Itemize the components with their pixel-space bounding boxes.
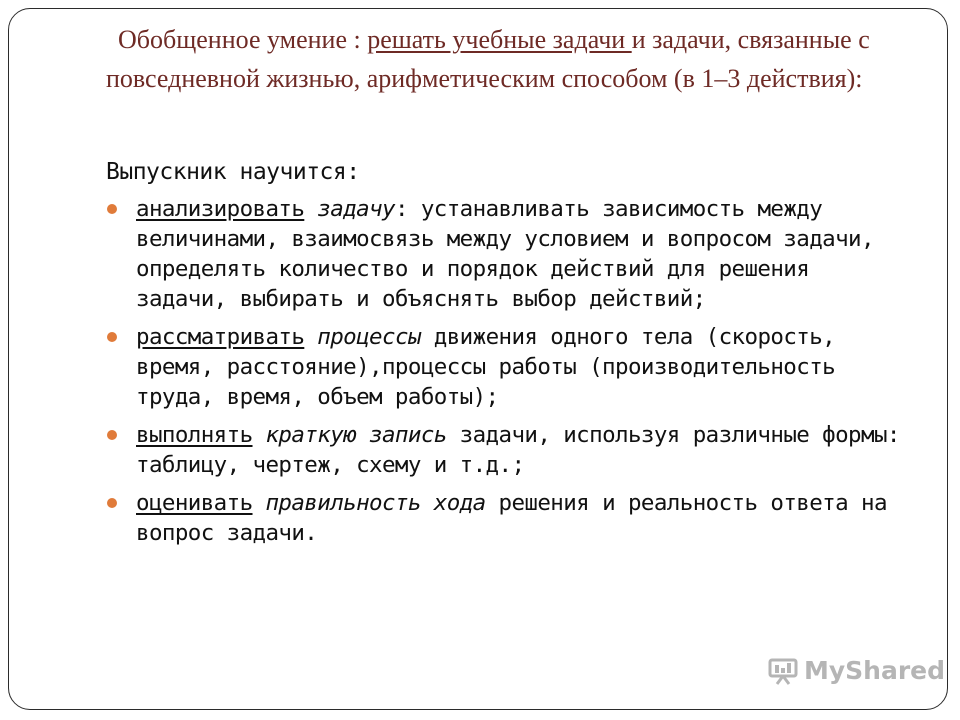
bullet-icon [107, 498, 117, 508]
item-object: правильность хода [265, 490, 486, 516]
skills-list [106, 194, 906, 556]
list-item [106, 194, 906, 314]
item-object: краткую запись [265, 422, 447, 448]
list-item [106, 420, 906, 480]
item-object: процессы [317, 324, 421, 350]
list-item [106, 322, 906, 412]
title-rest: и задачи, связанные с повседневной жизнью, арифметическим способом (в 1–3 действия): [106, 25, 870, 93]
bullet-icon [107, 332, 117, 342]
item-verb: оценивать [136, 490, 253, 516]
slide-title [106, 20, 886, 98]
intro-text: Выпускник научится: [106, 159, 360, 185]
item-text: : устанавливать зависимость между величинами, взаимосвязь между условием и вопросом задачи, определять количество и порядок действий для решения задачи, выбирать и объяснять выбор действий; [136, 196, 874, 312]
item-text: движения одного тела (скорость, время, расстояние),процессы работы (производительность труда, время, объем работы); [136, 324, 836, 410]
item-text: решения и реальность ответа на вопрос задачи. [136, 490, 887, 546]
logo-text: MyShared [804, 656, 946, 685]
title-underlined: решать учебные задачи [367, 25, 632, 54]
list-item [106, 488, 906, 548]
item-verb: выполнять [136, 422, 253, 448]
item-verb: рассматривать [136, 324, 305, 350]
item-text: задачи, используя различные формы: таблицу, чертеж, схему и т.д.; [136, 422, 900, 478]
title-prefix: Обобщенное умение : [118, 25, 368, 54]
bullet-icon [107, 430, 117, 440]
presentation-board-icon [768, 657, 798, 685]
myshared-logo[interactable] [768, 656, 945, 685]
bullet-icon [107, 204, 117, 214]
item-object: задачу [317, 196, 395, 222]
item-verb: анализировать [136, 196, 305, 222]
